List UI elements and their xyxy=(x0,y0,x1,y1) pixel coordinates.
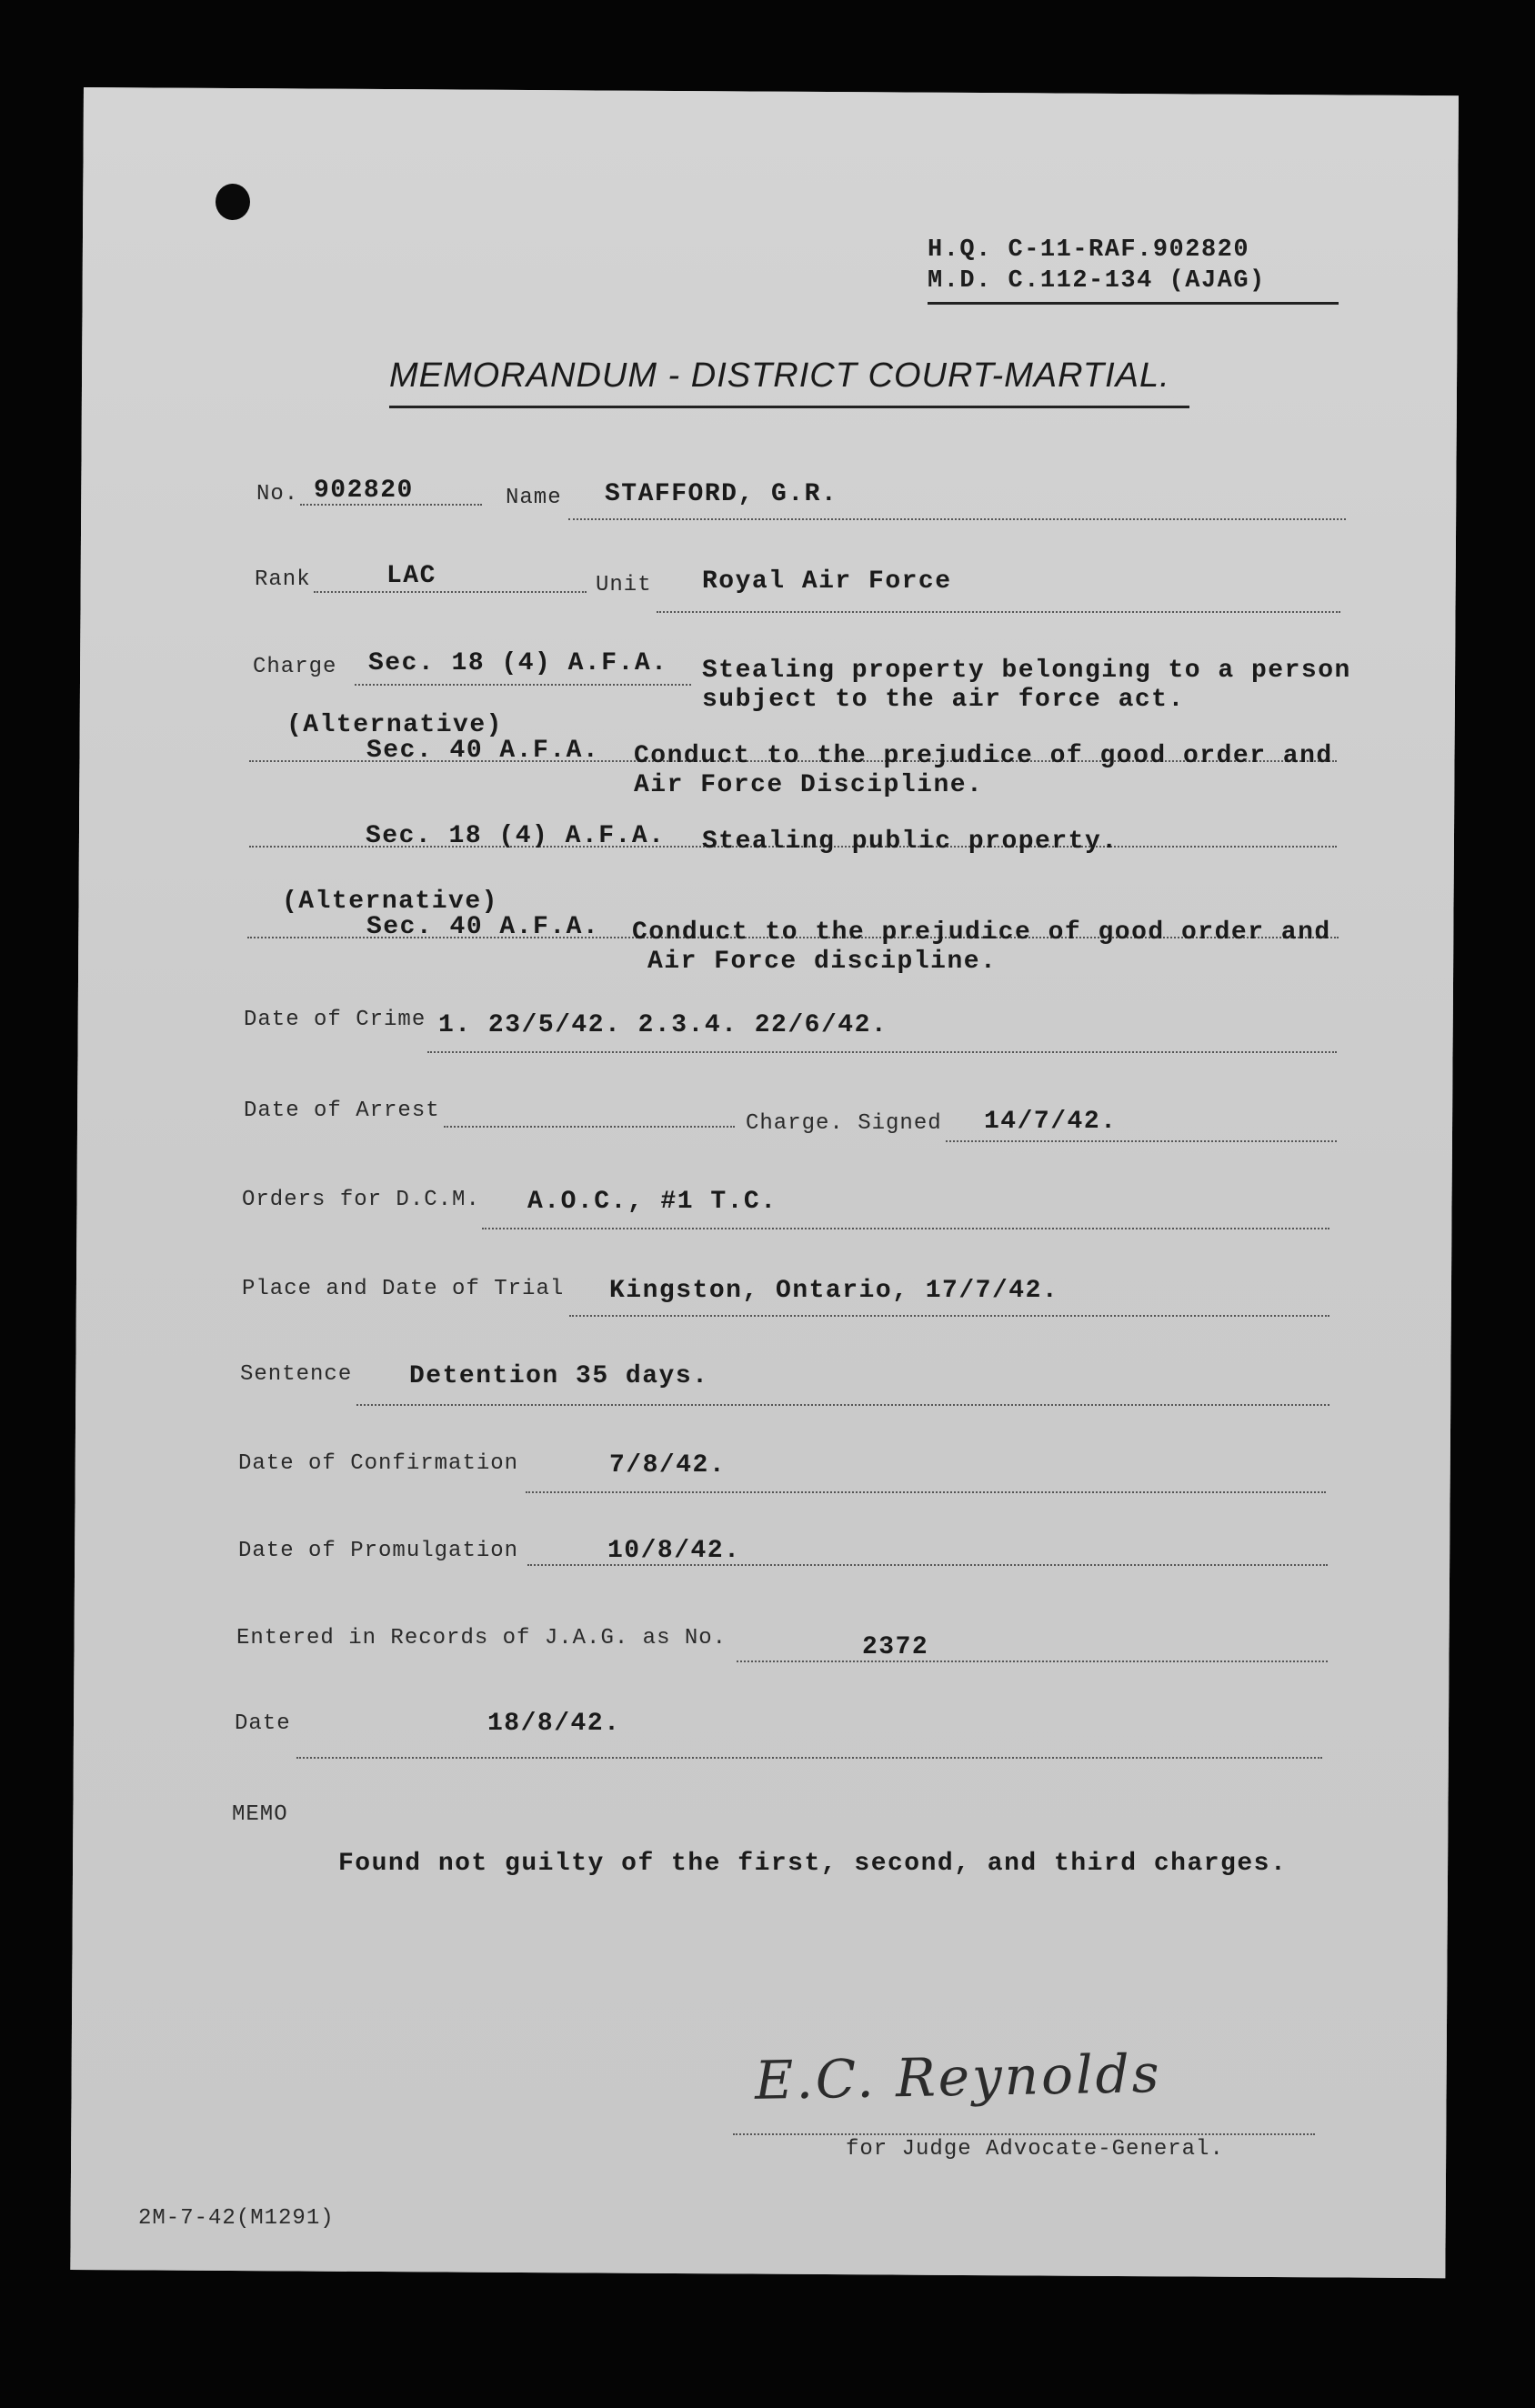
confirmation-value: 7/8/42. xyxy=(609,1451,727,1480)
no-value: 902820 xyxy=(314,477,414,505)
charge-3-line1: Stealing public property. xyxy=(702,828,1119,856)
signature-caption: for Judge Advocate-General. xyxy=(846,2137,1224,2162)
memo-label: MEMO xyxy=(232,1802,288,1827)
name-value: STAFFORD, G.R. xyxy=(605,480,838,508)
reference-hq: H.Q. C-11-RAF.902820 xyxy=(928,236,1250,264)
charge-3-section: Sec. 18 (4) A.F.A. xyxy=(366,822,666,850)
promulgation-label: Date of Promulgation xyxy=(238,1539,519,1563)
date-value: 18/8/42. xyxy=(487,1710,621,1738)
place-date-value: Kingston, Ontario, 17/7/42. xyxy=(609,1277,1059,1305)
date-of-crime-value: 1. 23/5/42. 2.3.4. 22/6/42. xyxy=(438,1011,888,1039)
dotted-line xyxy=(482,1228,1329,1229)
charge-signed-value: 14/7/42. xyxy=(984,1108,1118,1136)
sentence-value: Detention 35 days. xyxy=(409,1362,709,1390)
charge-label: Charge xyxy=(253,655,337,679)
dotted-line xyxy=(657,611,1340,613)
charge-1-section: Sec. 18 (4) A.F.A. xyxy=(368,649,668,677)
date-label: Date xyxy=(235,1711,291,1736)
records-label: Entered in Records of J.A.G. as No. xyxy=(236,1626,727,1650)
dotted-line xyxy=(946,1140,1337,1142)
orders-label: Orders for D.C.M. xyxy=(242,1188,480,1212)
unit-value: Royal Air Force xyxy=(702,567,952,596)
document-page xyxy=(70,87,1459,2278)
charge-4-prefix: (Alternative) xyxy=(282,888,498,916)
dotted-line xyxy=(427,1051,1337,1053)
dotted-line xyxy=(444,1126,735,1128)
form-code: 2M-7-42(M1291) xyxy=(138,2206,335,2231)
memo-text: Found not guilty of the first, second, and third charges. xyxy=(338,1850,1288,1878)
charge-1-line2: subject to the air force act. xyxy=(702,686,1185,714)
dotted-line xyxy=(314,591,587,593)
records-value: 2372 xyxy=(862,1633,929,1661)
charge-2-line1: Conduct to the prejudice of good order and xyxy=(634,742,1333,770)
date-of-crime-label: Date of Crime xyxy=(244,1008,426,1032)
charge-2-line2: Air Force Discipline. xyxy=(634,771,984,799)
signature: E.C. Reynolds xyxy=(754,2042,1162,2112)
charge-4-line1: Conduct to the prejudice of good order and xyxy=(632,918,1331,947)
title-underline xyxy=(389,406,1189,408)
sentence-label: Sentence xyxy=(240,1362,353,1387)
place-date-label: Place and Date of Trial xyxy=(242,1277,565,1301)
rank-label: Rank xyxy=(255,567,311,592)
punch-hole xyxy=(216,184,250,220)
orders-value: A.O.C., #1 T.C. xyxy=(527,1188,778,1216)
charge-1-line1: Stealing property belonging to a person xyxy=(702,657,1351,685)
no-label: No. xyxy=(256,482,299,507)
confirmation-label: Date of Confirmation xyxy=(238,1451,519,1476)
page-title: MEMORANDUM - DISTRICT COURT-MARTIAL. xyxy=(389,356,1170,395)
dotted-line xyxy=(568,518,1346,520)
dotted-line xyxy=(355,684,691,686)
dotted-line xyxy=(296,1757,1322,1759)
reference-md: M.D. C.112-134 (AJAG) xyxy=(928,267,1266,295)
dotted-line xyxy=(569,1315,1329,1317)
charge-signed-label: Charge. Signed xyxy=(746,1111,942,1136)
dotted-line xyxy=(356,1404,1329,1406)
rank-value: LAC xyxy=(386,562,436,590)
unit-label: Unit xyxy=(596,573,652,597)
promulgation-value: 10/8/42. xyxy=(607,1537,741,1565)
charge-2-section: Sec. 40 A.F.A. xyxy=(366,737,600,765)
dotted-line xyxy=(526,1491,1326,1493)
charge-2-prefix: (Alternative) xyxy=(286,711,503,739)
dotted-line xyxy=(737,1661,1328,1662)
date-of-arrest-label: Date of Arrest xyxy=(244,1099,440,1123)
dotted-line xyxy=(733,2133,1315,2135)
charge-4-section: Sec. 40 A.F.A. xyxy=(366,913,600,941)
reference-underline xyxy=(928,302,1339,305)
name-label: Name xyxy=(506,486,562,510)
charge-4-line2: Air Force discipline. xyxy=(647,948,998,976)
